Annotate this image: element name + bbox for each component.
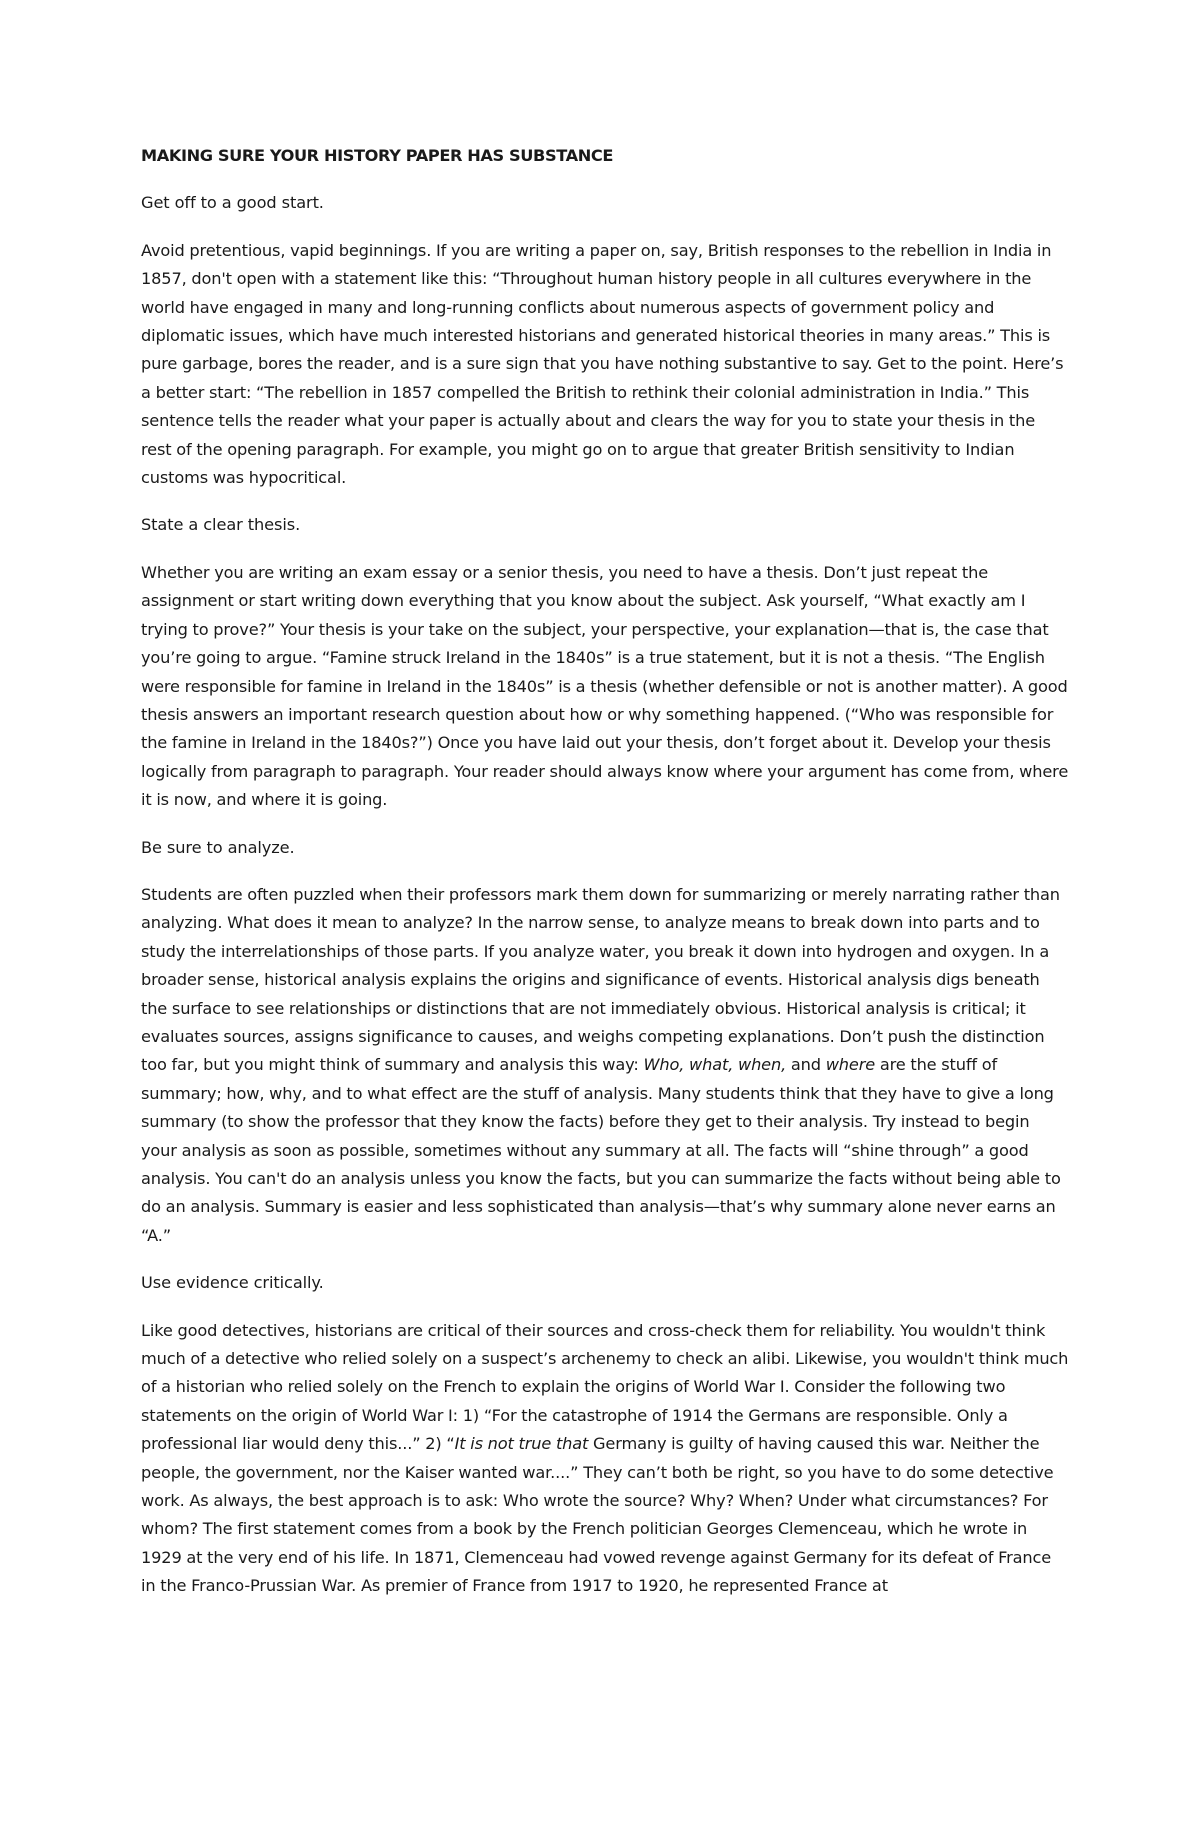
analyze-italic-who-what-when: Who, what, when,	[643, 1055, 787, 1075]
analyze-text-1: Students are often puzzled when their professors mark them down for summarizing or merely narrating rather than analyzing. What does it mean to analyze? In the narrow sense, to analyze means to break down into parts and to study the interrelationships of those parts. If you analyze water, you break it down into hydrogen and oxygen. In a broader sense, historical analysis explains the origins and significance of events. Historical analysis digs beneath the surface to see relationships or distinctions that are not immediately obvious. Historical analysis is critical; it evaluates sources, assigns significance to causes, and weighs competing explanations. Don’t push the distinction too far, but you might think of summary and analysis this way:	[141, 884, 1060, 1075]
document-title: MAKING SURE YOUR HISTORY PAPER HAS SUBSTANCE	[141, 146, 614, 165]
analyze-italic-where: where	[825, 1055, 876, 1075]
section-heading-good-start: Get off to a good start.	[141, 193, 324, 213]
analyze-text-3: are the stuff of summary; how, why, and to what effect are the stuff of analysis. Many students think that they have to give a long summary (to show the professor that they know the facts) before they get to their analysis. Try instead to begin your analysis as soon as possible, sometimes without any summary at all. The facts will “shine through” a good analysis. You can't do an analysis unless you know the facts, but you can summarize the facts without being able to do an analysis. Summary is easier and less sophisticated than analysis—that’s why summary alone never earns an “A.”	[141, 1055, 1061, 1245]
section-heading-clear-thesis: State a clear thesis.	[141, 515, 301, 535]
section-paragraph-analyze	[141, 881, 1070, 1250]
section-heading-analyze: Be sure to analyze.	[141, 837, 295, 857]
section-paragraph-evidence	[141, 1317, 1070, 1601]
section-heading-evidence: Use evidence critically.	[141, 1273, 324, 1293]
section-paragraph-good-start: Avoid pretentious, vapid beginnings. If you are writing a paper on, say, British responses to the rebellion in India in 1857, don't open with a statement like this: “Throughout human history people in all cultures everywhere in the world have engaged in many and long-running conflicts about numerous aspects of government policy and diplomatic issues, which have much interested historians and generated historical theories in many areas.” This is pure garbage, bores the reader, and is a sure sign that you have nothing substantive to say. Get to the point. Here’s a better start: “The rebellion in 1857 compelled the British to rethink their colonial administration in India.” This sentence tells the reader what your paper is actually about and clears the way for you to state your thesis in the rest of the opening paragraph. For example, you might go on to argue that greater British sensitivity to Indian customs was hypocritical.	[141, 240, 1064, 488]
section-paragraph-clear-thesis: Whether you are writing an exam essay or a senior thesis, you need to have a thesis. Don’t just repeat the assignment or start writing down everything that you know about the subject. Ask yourself, “What exactly am I trying to prove?” Your thesis is your take on the subject, your perspective, your explanation—that is, the case that you’re going to argue. “Famine struck Ireland in the 1840s” is a true statement, but it is not a thesis. “The English were responsible for famine in Ireland in the 1840s” is a thesis (whether defensible or not is another matter). A good thesis answers an important research question about how or why something happened. (“Who was responsible for the famine in Ireland in the 1840s?”) Once you have laid out your thesis, don’t forget about it. Develop your thesis logically from paragraph to paragraph. Your reader should always know where your argument has come from, where it is now, and where it is going.	[141, 562, 1069, 810]
evidence-text-2: Germany is guilty of having caused this war. Neither the people, the government, nor the Kaiser wanted war....” They can’t both be right, so you have to do some detective work. As always, the best approach is to ask: Who wrote the source? Why? When? Under what circumstances? For whom? The first statement comes from a book by the French politician Georges Clemenceau, which he wrote in 1929 at the very end of his life. In 1871, Clemenceau had vowed revenge against Germany for its defeat of France in the Franco-Prussian War. As premier of France from 1917 to 1920, he represented France at	[141, 1434, 1054, 1596]
evidence-text-1: Like good detectives, historians are critical of their sources and cross-check them for reliability. You wouldn't think much of a detective who relied solely on a suspect’s archenemy to check an alibi. Likewise, you wouldn't think much of a historian who relied solely on the French to explain the origins of World War I. Consider the following two statements on the origin of World War I: 1) “For the catastrophe of 1914 the Germans are responsible. Only a professional liar would deny this...” 2) “	[141, 1320, 1069, 1454]
evidence-italic-not-true: It is not true that	[454, 1434, 589, 1454]
analyze-text-2: and	[786, 1055, 826, 1075]
